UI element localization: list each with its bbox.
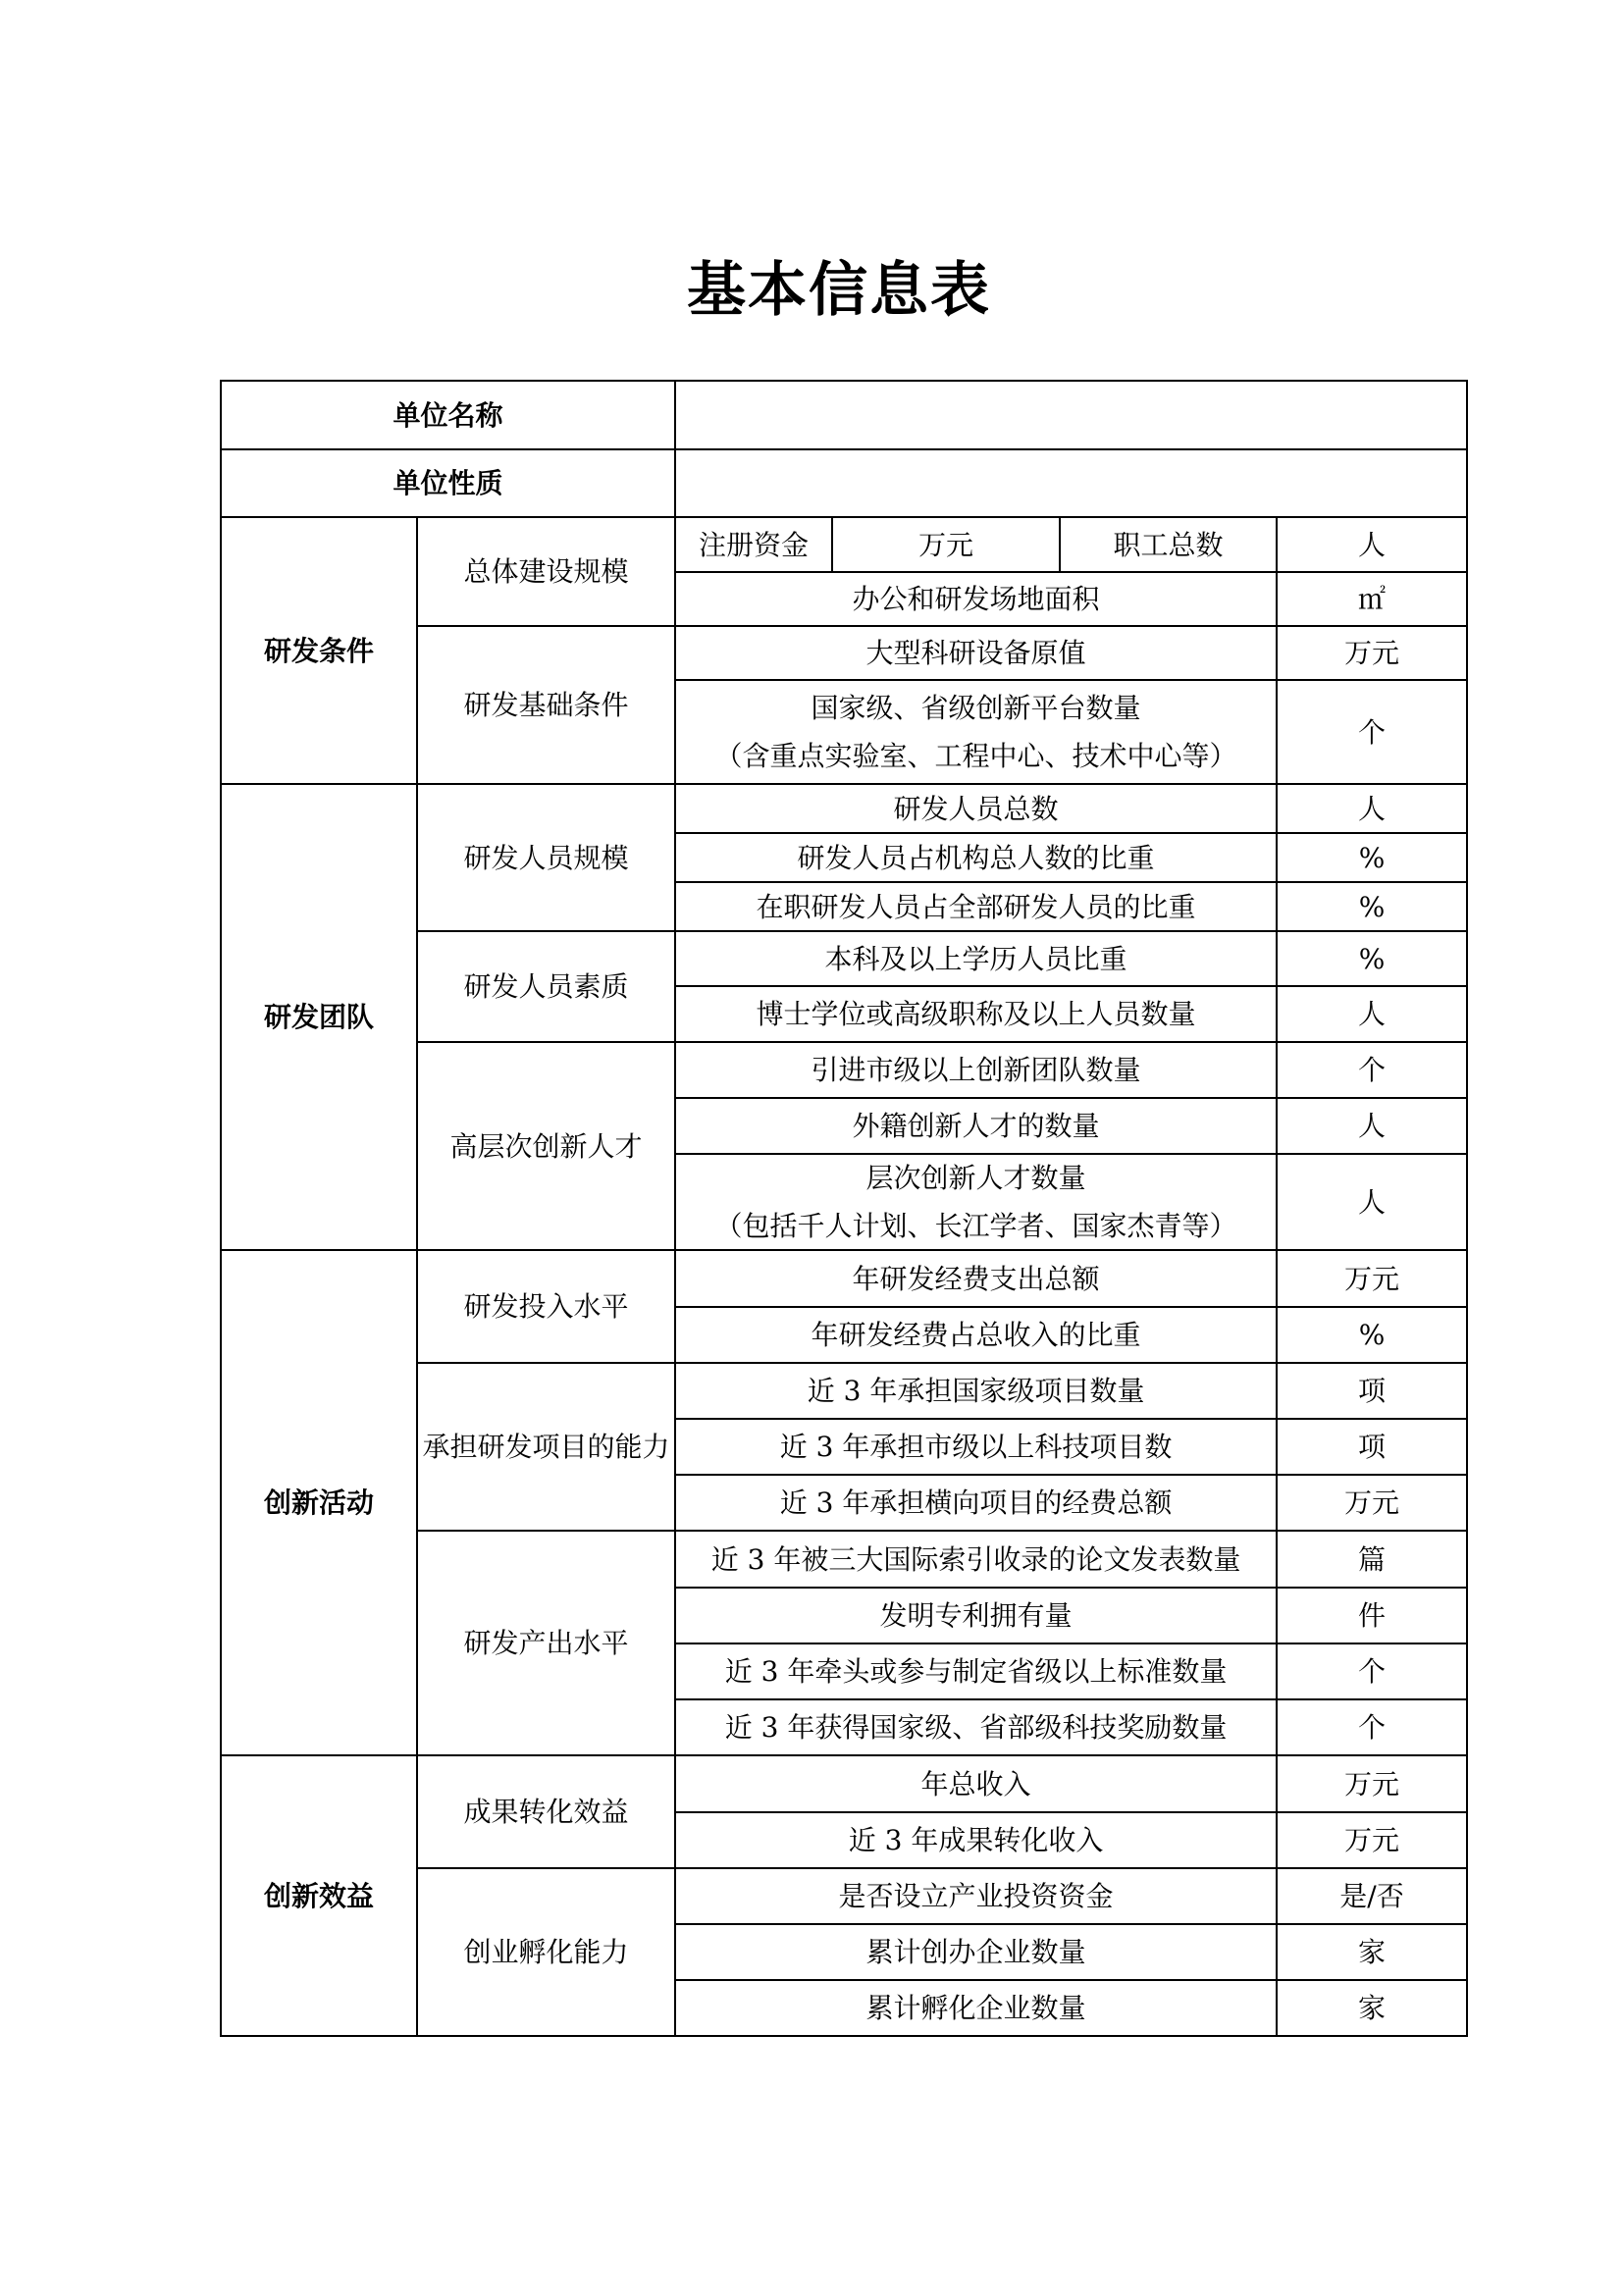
section-rd-conditions: 研发条件 xyxy=(221,517,417,784)
item-unit[interactable]: 篇 xyxy=(1277,1531,1467,1588)
item-unit[interactable]: 个 xyxy=(1277,1643,1467,1699)
item-label: 近 3 年承担国家级项目数量 xyxy=(675,1363,1277,1419)
item-label: 办公和研发场地面积 xyxy=(675,572,1277,626)
item-unit[interactable]: % xyxy=(1277,882,1467,931)
item-label xyxy=(675,680,1277,784)
item-unit[interactable]: 万元 xyxy=(1277,1812,1467,1868)
item-label: 本科及以上学历人员比重 xyxy=(675,931,1277,986)
item-unit[interactable]: 项 xyxy=(1277,1419,1467,1475)
item-unit[interactable]: 个 xyxy=(1277,1042,1467,1098)
subsection-high-talent: 高层次创新人才 xyxy=(417,1042,675,1250)
item-unit[interactable]: % xyxy=(1277,1307,1467,1363)
subsection-staff-quality: 研发人员素质 xyxy=(417,931,675,1042)
registered-capital-unit[interactable]: 万元 xyxy=(832,517,1060,572)
item-label: 大型科研设备原值 xyxy=(675,626,1277,680)
item-unit[interactable]: 家 xyxy=(1277,1980,1467,2036)
item-label: 外籍创新人才的数量 xyxy=(675,1098,1277,1154)
item-label: 近 3 年成果转化收入 xyxy=(675,1812,1277,1868)
table-row xyxy=(221,517,1467,572)
item-unit[interactable]: 人 xyxy=(1277,1154,1467,1250)
item-unit[interactable]: 家 xyxy=(1277,1924,1467,1980)
subsection-rd-basic: 研发基础条件 xyxy=(417,626,675,784)
section-rd-team: 研发团队 xyxy=(221,784,417,1250)
item-label: 累计创办企业数量 xyxy=(675,1924,1277,1980)
high-talent-label: 层次创新人才数量 xyxy=(865,1162,1086,1194)
item-label: 近 3 年被三大国际索引收录的论文发表数量 xyxy=(675,1531,1277,1588)
item-unit[interactable]: 件 xyxy=(1277,1588,1467,1643)
staff-total-label: 职工总数 xyxy=(1060,517,1277,572)
item-label: 近 3 年牵头或参与制定省级以上标准数量 xyxy=(675,1643,1277,1699)
section-innovation-benefit: 创新效益 xyxy=(221,1755,417,2036)
item-unit[interactable]: 人 xyxy=(1277,986,1467,1042)
staff-total-unit[interactable]: 人 xyxy=(1277,517,1467,572)
item-unit[interactable]: 万元 xyxy=(1277,1250,1467,1307)
unit-name-field[interactable] xyxy=(675,381,1467,449)
item-unit[interactable]: 是/否 xyxy=(1277,1868,1467,1924)
item-unit[interactable]: 万元 xyxy=(1277,1475,1467,1531)
item-label xyxy=(675,1154,1277,1250)
item-label: 累计孵化企业数量 xyxy=(675,1980,1277,2036)
item-label: 近 3 年获得国家级、省部级科技奖励数量 xyxy=(675,1699,1277,1755)
table-row xyxy=(221,784,1467,833)
item-label: 近 3 年承担横向项目的经费总额 xyxy=(675,1475,1277,1531)
registered-capital-label: 注册资金 xyxy=(675,517,832,572)
item-unit[interactable]: % xyxy=(1277,833,1467,882)
subsection-rd-input: 研发投入水平 xyxy=(417,1250,675,1363)
item-label: 在职研发人员占全部研发人员的比重 xyxy=(675,882,1277,931)
high-talent-note: （包括千人计划、长江学者、国家杰青等） xyxy=(714,1210,1237,1242)
subsection-rd-output: 研发产出水平 xyxy=(417,1531,675,1755)
item-unit[interactable]: 人 xyxy=(1277,784,1467,833)
item-unit[interactable]: % xyxy=(1277,931,1467,986)
item-label: 引进市级以上创新团队数量 xyxy=(675,1042,1277,1098)
platform-note: （含重点实验室、工程中心、技术中心等） xyxy=(714,740,1237,772)
item-label: 年研发经费支出总额 xyxy=(675,1250,1277,1307)
unit-nature-field[interactable] xyxy=(675,449,1467,517)
item-unit[interactable]: 项 xyxy=(1277,1363,1467,1419)
unit-nature-label: 单位性质 xyxy=(221,449,675,517)
item-unit[interactable]: 个 xyxy=(1277,680,1467,784)
table-row xyxy=(221,1755,1467,1812)
item-label: 是否设立产业投资资金 xyxy=(675,1868,1277,1924)
item-label: 年总收入 xyxy=(675,1755,1277,1812)
item-label: 年研发经费占总收入的比重 xyxy=(675,1307,1277,1363)
item-label: 近 3 年承担市级以上科技项目数 xyxy=(675,1419,1277,1475)
item-label: 博士学位或高级职称及以上人员数量 xyxy=(675,986,1277,1042)
item-unit[interactable]: 人 xyxy=(1277,1098,1467,1154)
item-label: 研发人员占机构总人数的比重 xyxy=(675,833,1277,882)
item-label: 发明专利拥有量 xyxy=(675,1588,1277,1643)
table-row xyxy=(221,1250,1467,1307)
item-label: 研发人员总数 xyxy=(675,784,1277,833)
unit-name-row xyxy=(221,381,1467,449)
subsection-staff-scale: 研发人员规模 xyxy=(417,784,675,931)
item-unit[interactable]: 万元 xyxy=(1277,1755,1467,1812)
platform-label: 国家级、省级创新平台数量 xyxy=(811,692,1141,724)
section-innovation-activity: 创新活动 xyxy=(221,1250,417,1755)
unit-nature-row xyxy=(221,449,1467,517)
item-unit[interactable]: 万元 xyxy=(1277,626,1467,680)
item-unit[interactable]: ㎡ xyxy=(1277,572,1467,626)
subsection-project-capacity: 承担研发项目的能力 xyxy=(417,1363,675,1531)
subsection-build-scale: 总体建设规模 xyxy=(417,517,675,626)
basic-info-table xyxy=(220,380,1468,2037)
unit-name-label: 单位名称 xyxy=(221,381,675,449)
page-title: 基本信息表 xyxy=(687,256,991,325)
item-unit[interactable]: 个 xyxy=(1277,1699,1467,1755)
subsection-incubation: 创业孵化能力 xyxy=(417,1868,675,2036)
subsection-conversion-benefit: 成果转化效益 xyxy=(417,1755,675,1868)
